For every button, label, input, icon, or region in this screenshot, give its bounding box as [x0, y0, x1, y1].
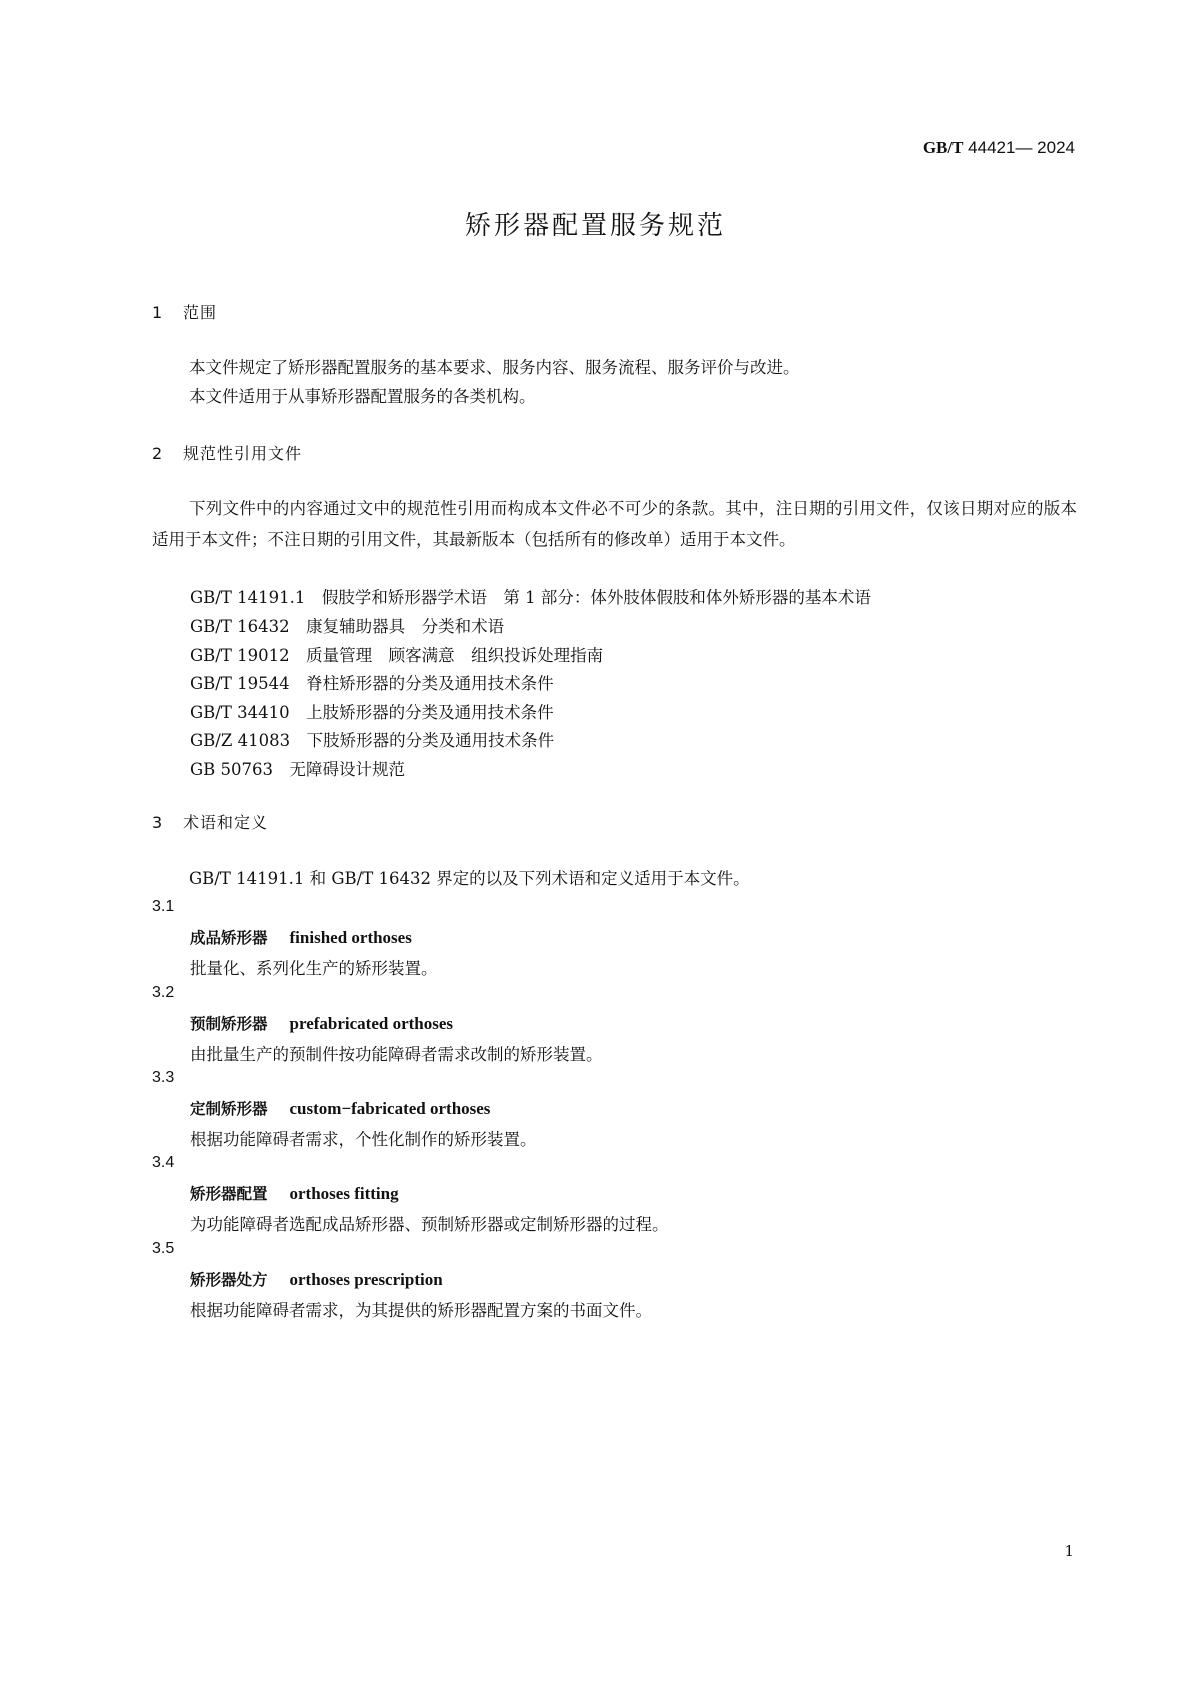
- term-english: orthoses fitting: [289, 1184, 399, 1203]
- term-english: custom−fabricated orthoses: [289, 1099, 491, 1118]
- term-chinese: 矫形器配置: [190, 1185, 268, 1203]
- term-chinese: 矫形器处方: [190, 1271, 268, 1289]
- term-number: 3.5: [152, 1240, 175, 1257]
- section-1-paragraph-1: 本文件规定了矫形器配置服务的基本要求、服务内容、服务流程、服务评价与改进。: [189, 358, 800, 377]
- section-number: 3: [152, 813, 164, 832]
- term-heading: [190, 1012, 453, 1034]
- reference-item: GB/T 19544 脊柱矫形器的分类及通用技术条件: [190, 674, 554, 693]
- term-definition: 根据功能障碍者需求，为其提供的矫形器配置方案的书面文件。: [190, 1301, 652, 1320]
- term-heading: [190, 1097, 490, 1119]
- section-number: 1: [152, 303, 164, 322]
- section-2-heading: [152, 441, 302, 464]
- reference-item: GB/T 16432 康复辅助器具 分类和术语: [190, 617, 505, 636]
- section-3-intro: GB/T 14191.1 和 GB/T 16432 界定的以及下列术语和定义适用于本文件。: [189, 869, 750, 888]
- reference-item: GB/Z 41083 下肢矫形器的分类及通用技术条件: [190, 731, 555, 750]
- term-number: 3.3: [152, 1069, 175, 1086]
- term-heading: [190, 1182, 399, 1204]
- term-definition: 为功能障碍者选配成品矫形器、预制矫形器或定制矫形器的过程。: [190, 1215, 669, 1234]
- reference-item: GB/T 14191.1 假肢学和矫形器学术语 第 1 部分：体外肢体假肢和体外矫形器的基本术语: [190, 588, 871, 607]
- standard-prefix: GB/T: [922, 138, 964, 157]
- document-title: 矫形器配置服务规范: [464, 211, 726, 241]
- section-title: 规范性引用文件: [183, 444, 303, 463]
- section-title: 术语和定义: [183, 813, 269, 832]
- term-chinese: 成品矫形器: [190, 929, 268, 947]
- term-definition: 根据功能障碍者需求，个性化制作的矫形装置。: [190, 1130, 537, 1149]
- term-chinese: 定制矫形器: [190, 1100, 268, 1118]
- standard-number-text: 44421— 2024: [963, 138, 1075, 157]
- section-2-intro: 下列文件中的内容通过文中的规范性引用而构成本文件必不可少的条款。其中，注日期的引用文件，仅该日期对应的版本适用于本文件；不注日期的引用文件，其最新版本（包括所有的修改单）适用于本文件。: [152, 499, 1077, 549]
- reference-item: GB/T 34410 上肢矫形器的分类及通用技术条件: [190, 703, 554, 722]
- term-number: 3.1: [152, 898, 175, 915]
- term-english: prefabricated orthoses: [289, 1014, 454, 1033]
- standard-number: [923, 138, 1075, 158]
- term-english: finished orthoses: [289, 928, 412, 947]
- reference-item: GB/T 19012 质量管理 顾客满意 组织投诉处理指南: [190, 646, 604, 665]
- page-number: 1: [1064, 1542, 1074, 1560]
- section-3-heading: [152, 810, 268, 833]
- term-number: 3.4: [152, 1154, 175, 1171]
- section-title: 范围: [183, 303, 218, 322]
- term-definition: 由批量生产的预制件按功能障碍者需求改制的矫形装置。: [190, 1045, 603, 1064]
- term-heading: [190, 926, 412, 948]
- reference-item: GB 50763 无障碍设计规范: [190, 760, 406, 779]
- section-number: 2: [152, 444, 164, 463]
- section-1-heading: [152, 300, 217, 323]
- term-english: orthoses prescription: [289, 1270, 443, 1289]
- term-number: 3.2: [152, 984, 175, 1001]
- term-chinese: 预制矫形器: [190, 1015, 268, 1033]
- term-definition: 批量化、系列化生产的矫形装置。: [190, 959, 438, 978]
- term-heading: [190, 1268, 443, 1290]
- section-1-paragraph-2: 本文件适用于从事矫形器配置服务的各类机构。: [189, 387, 536, 406]
